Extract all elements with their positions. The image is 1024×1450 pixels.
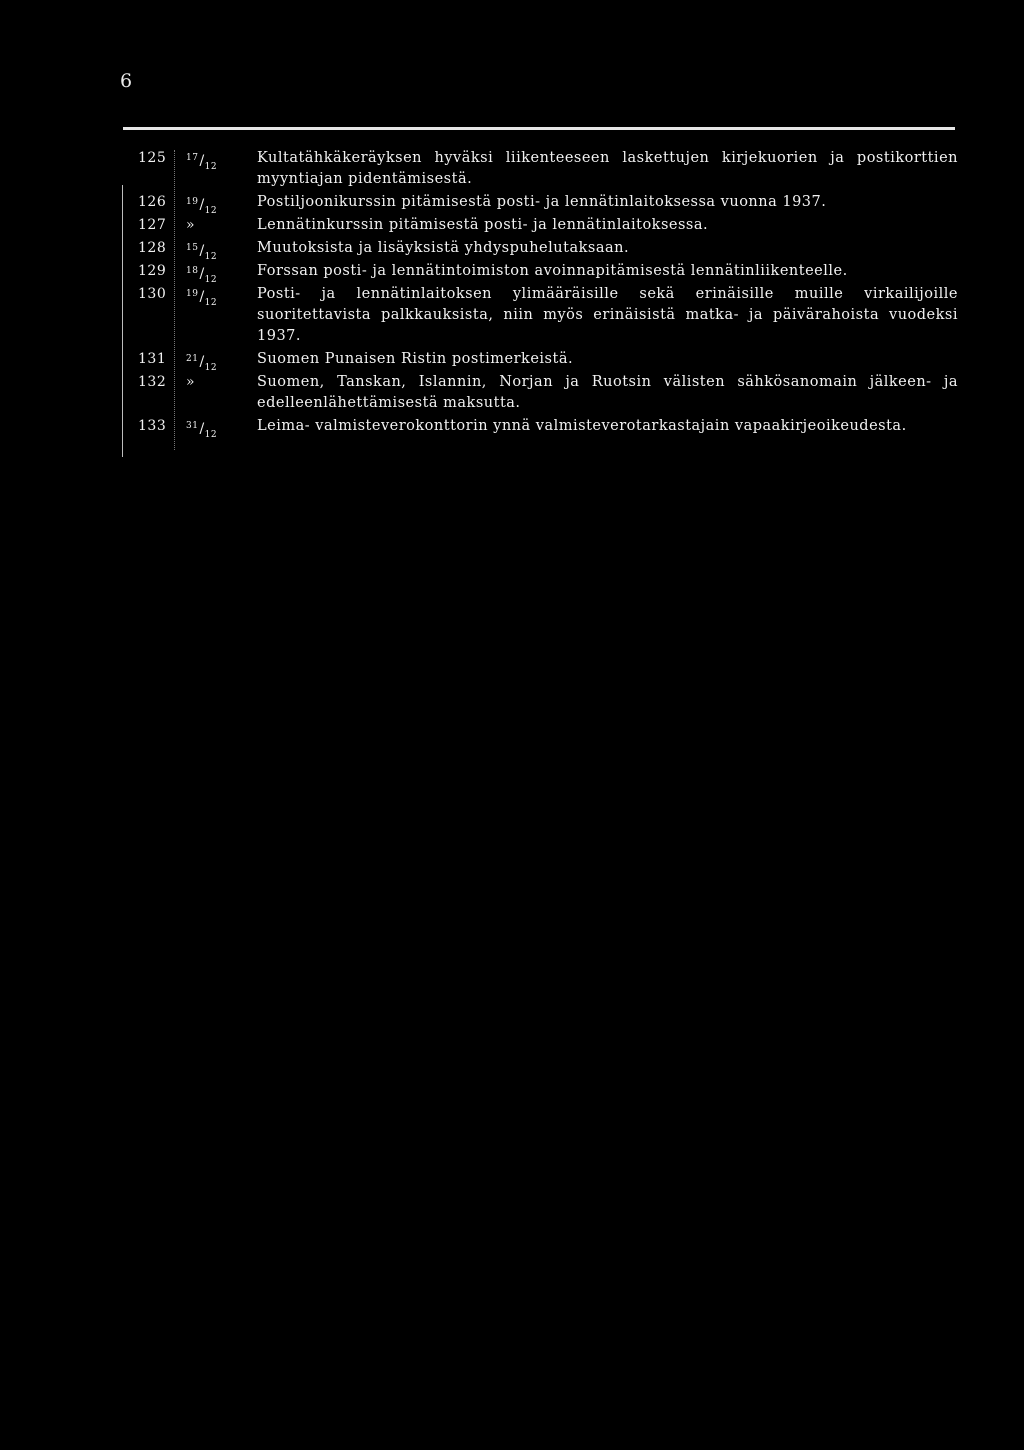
list-item [123,349,958,373]
entry-date: $^{31}/_{12}$ [186,421,218,440]
list-item [123,192,958,216]
list-item [123,416,958,440]
entry-date: » [186,374,196,390]
list-item [123,261,958,285]
entry-number: 128 [138,240,167,256]
entry-date: $^{18}/_{12}$ [186,266,218,285]
entry-title: Postiljoonikurssin pitämisestä posti- ja lennätinlaitoksessa vuonna 1937. [257,194,827,210]
entry-title: Posti- ja lennätinlaitoksen ylimääräisille sekä erinäisille muille virkailijoille suoritettavista palkkauksista, niin myös erinäisistä matka- ja päivärahoista vuodeksi 1937. [257,286,958,344]
entry-list [123,148,958,440]
entry-title: Kultatähkäkeräyksen hyväksi liikenteeseen laskettujen kirjekuorien ja postikorttien myyntiajan pidentämisestä. [257,150,958,187]
entry-number: 127 [138,217,167,233]
entry-number: 130 [138,286,167,302]
header-rule [123,127,955,130]
list-item [123,238,958,262]
entry-date: $^{21}/_{12}$ [186,354,218,373]
entry-title: Forssan posti- ja lennätintoimiston avoinnapitämisestä lennätinliikenteelle. [257,263,848,279]
entry-date: $^{19}/_{12}$ [186,197,218,216]
entry-number: 131 [138,351,167,367]
entry-date: $^{15}/_{12}$ [186,243,218,262]
entry-title: Suomen Punaisen Ristin postimerkeistä. [257,351,574,367]
list-item [123,284,958,347]
entry-date: $^{17}/_{12}$ [186,153,218,172]
list-item [123,372,958,414]
entry-number: 133 [138,418,167,434]
entry-number: 125 [138,150,167,166]
entry-title: Muutoksista ja lisäyksistä yhdyspuhelutaksaan. [257,240,630,256]
entry-number: 126 [138,194,167,210]
entry-title: Suomen, Tanskan, Islannin, Norjan ja Ruotsin välisten sähkösanomain jälkeen- ja edelleenlähettämisestä maksutta. [257,374,958,411]
list-item [123,215,958,236]
entry-number: 132 [138,374,167,390]
entry-number: 129 [138,263,167,279]
page-number: 6 [120,70,133,92]
entry-date: » [186,217,196,233]
entry-date: $^{19}/_{12}$ [186,289,218,308]
entry-title: Lennätinkurssin pitämisestä posti- ja lennätinlaitoksessa. [257,217,709,233]
entry-title: Leima- valmisteverokonttorin ynnä valmisteverotarkastajain vapaakirjeoikeudesta. [257,418,907,434]
list-item [123,148,958,190]
